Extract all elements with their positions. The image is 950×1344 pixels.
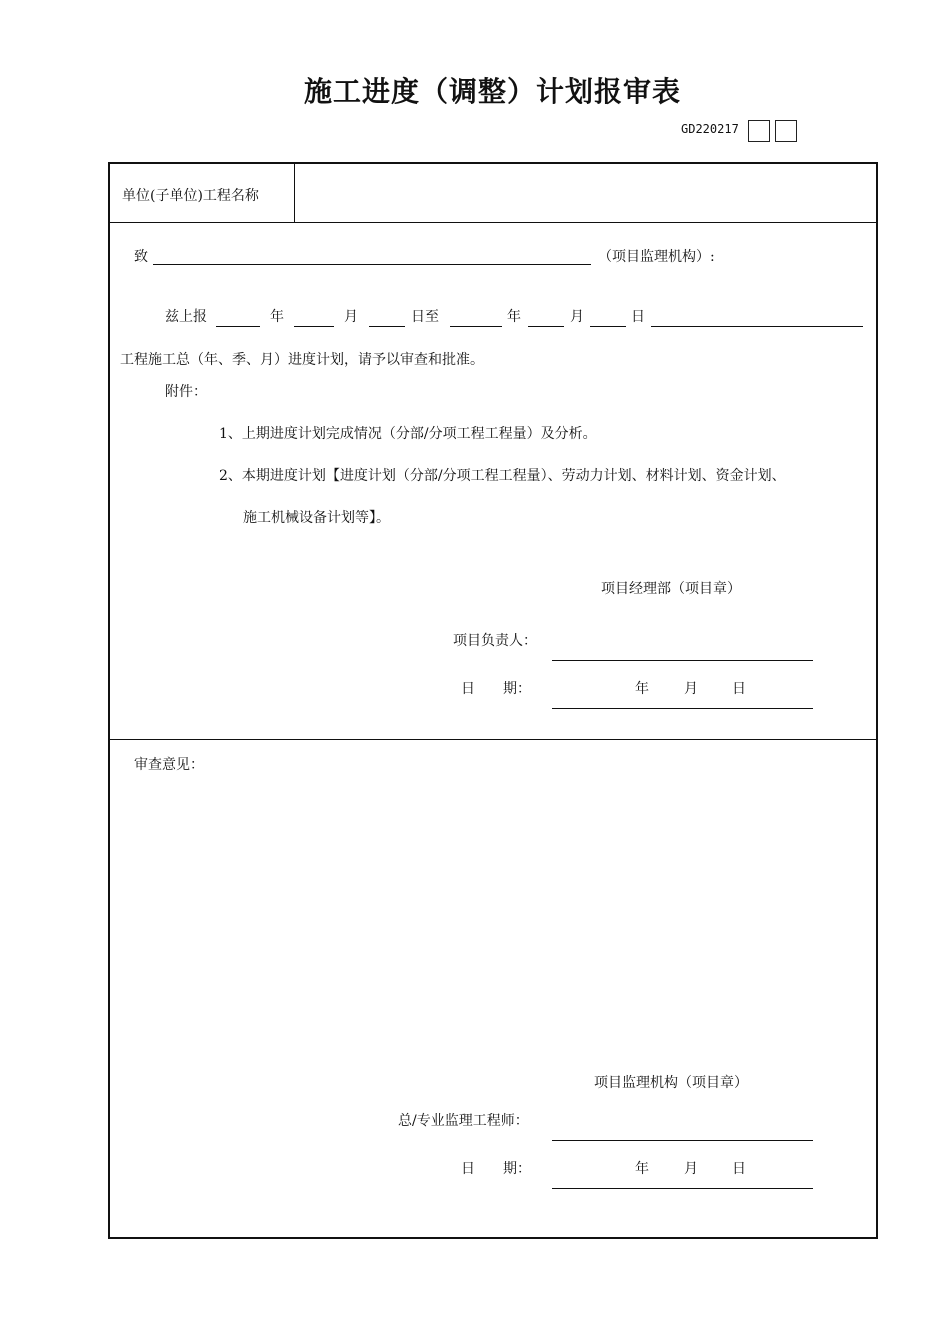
start-month-label: 月 bbox=[344, 309, 358, 325]
submission-date-field[interactable] bbox=[552, 708, 813, 709]
header-row-border bbox=[110, 222, 876, 223]
to-suffix: （项目监理机构）: bbox=[598, 249, 715, 265]
end-month-field[interactable] bbox=[528, 326, 564, 327]
review-date-field[interactable] bbox=[552, 1188, 813, 1189]
submission-date-month: 月 bbox=[684, 681, 698, 697]
review-opinion-label: 审查意见： bbox=[134, 757, 204, 773]
supervisor-signature-field[interactable] bbox=[552, 1140, 813, 1141]
end-year-label: 年 bbox=[507, 309, 521, 325]
review-opinion-field[interactable] bbox=[134, 780, 862, 1050]
review-date-month: 月 bbox=[684, 1161, 698, 1177]
review-date-day: 日 bbox=[732, 1161, 746, 1177]
header-divider bbox=[294, 164, 295, 222]
supervisor-engineer-label: 总/专业监理工程师： bbox=[398, 1113, 529, 1129]
section-divider bbox=[110, 739, 876, 740]
form-frame bbox=[108, 162, 878, 1239]
end-day-label: 日 bbox=[631, 309, 645, 325]
submission-date-year: 年 bbox=[635, 681, 649, 697]
start-month-field[interactable] bbox=[294, 326, 334, 327]
project-name-field[interactable] bbox=[305, 185, 865, 205]
contractor-seal-label: 项目经理部（项目章） bbox=[601, 581, 741, 597]
page-title: 施工进度（调整）计划报审表 bbox=[303, 75, 681, 108]
end-day-field[interactable] bbox=[590, 326, 626, 327]
to-prefix: 致 bbox=[134, 249, 148, 265]
project-field[interactable] bbox=[651, 326, 863, 327]
end-month-label: 月 bbox=[570, 309, 584, 325]
start-day-field[interactable] bbox=[369, 326, 405, 327]
submission-date-label: 日 期： bbox=[461, 681, 531, 697]
attachment-2-line-2: 施工机械设备计划等】。 bbox=[243, 510, 390, 526]
project-name-label: 单位(子单位)工程名称 bbox=[122, 188, 259, 204]
end-year-field[interactable] bbox=[450, 326, 502, 327]
submission-date-day: 日 bbox=[732, 681, 746, 697]
project-manager-signature-field[interactable] bbox=[552, 660, 813, 661]
form-code: GD220217 bbox=[681, 122, 739, 136]
report-prefix: 兹上报 bbox=[165, 309, 207, 325]
attachment-2-line-1: 2、本期进度计划【进度计划（分部/分项工程工程量）、劳动力计划、材料计划、资金计划、 bbox=[219, 468, 786, 484]
request-text: 工程施工总（年、季、月）进度计划，请予以审查和批准。 bbox=[120, 352, 484, 368]
review-date-label: 日 期： bbox=[461, 1161, 531, 1177]
start-year-field[interactable] bbox=[216, 326, 260, 327]
supervisor-seal-label: 项目监理机构（项目章） bbox=[594, 1075, 748, 1091]
code-box-2[interactable] bbox=[775, 120, 797, 142]
day-to-label: 日至 bbox=[411, 309, 439, 325]
code-box-1[interactable] bbox=[748, 120, 770, 142]
review-date-year: 年 bbox=[635, 1161, 649, 1177]
to-recipient-field[interactable] bbox=[153, 264, 591, 265]
attachment-1: 1、上期进度计划完成情况（分部/分项工程工程量）及分析。 bbox=[219, 426, 597, 442]
project-manager-label: 项目负责人： bbox=[453, 633, 537, 649]
start-year-label: 年 bbox=[270, 309, 284, 325]
attachments-label: 附件： bbox=[165, 384, 207, 400]
